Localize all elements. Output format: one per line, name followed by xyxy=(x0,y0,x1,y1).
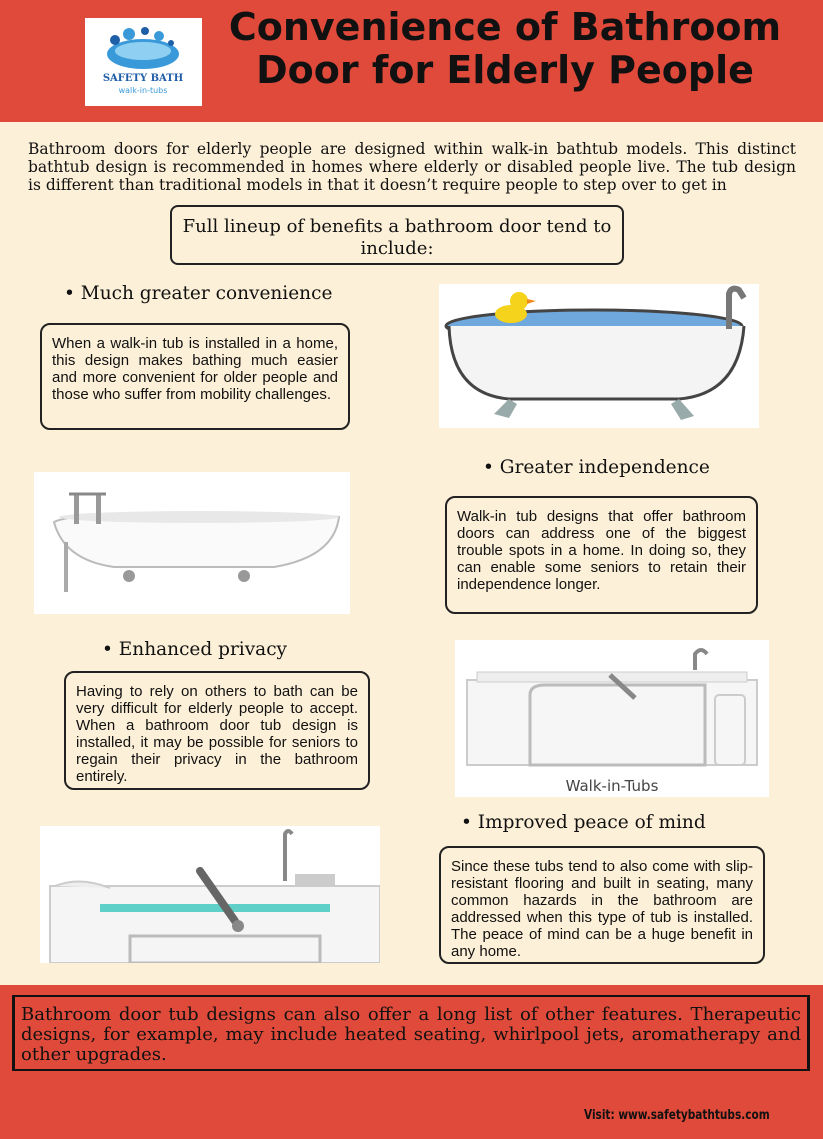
walk-in-tub-water-image xyxy=(40,826,380,963)
logo-graphic-icon xyxy=(85,18,202,106)
benefit-text-independence: Walk-in tub designs that offer bathroom doors can address one of the biggest trouble spots in a home. In doing so, they can enable some seniors to retain their independence longer. xyxy=(445,496,758,614)
walk-in-tub-image xyxy=(455,640,769,797)
title-line-2: Door for Elderly People xyxy=(256,48,754,92)
title-line-1: Convenience of Bathroom xyxy=(228,5,782,49)
visit-website-text: Visit: www.safetybathtubs.com xyxy=(584,1108,770,1123)
page-title xyxy=(215,6,795,92)
benefit-text-privacy: Having to rely on others to bath can be very difficult for elderly people to accept. When a bathroom door tub design is installed, it may be possible for seniors to regain their privacy in the bathroom entirely. xyxy=(64,671,370,790)
intro-paragraph: Bathroom doors for elderly people are designed within walk-in bathtub models. This distinct bathtub design is recommended in homes where elderly or disabled people live. The tub design is different than traditional models in that it doesn’t require people to step over to get in xyxy=(28,140,796,194)
benefits-heading-box: Full lineup of benefits a bathroom door tend to include: xyxy=(170,205,624,265)
benefit-text-convenience: When a walk-in tub is installed in a home, this design makes bathing much easier and more convenient for older people and those who suffer from mobility challenges. xyxy=(40,323,350,430)
benefit-title-peace-of-mind: • Improved peace of mind xyxy=(461,812,706,833)
benefit-title-convenience: • Much greater convenience xyxy=(64,283,333,304)
logo-brand-bottom: walk-in-tubs xyxy=(118,86,168,95)
benefit-text-peace-of-mind: Since these tubs tend to also come with slip-resistant flooring and built in seating, many common hazards in the bathroom are addressed when this type of tub is installed. The peace of mind can be a huge benefit in any home. xyxy=(439,846,765,964)
clawfoot-tub-duck-image xyxy=(439,284,759,428)
logo-brand-top: SAFETY BATH xyxy=(102,73,184,84)
walk-in-tubs-caption: Walk-in-Tubs xyxy=(565,777,659,795)
benefit-title-privacy: • Enhanced privacy xyxy=(102,639,287,660)
safety-bath-logo xyxy=(85,18,202,106)
closing-paragraph: Bathroom door tub designs can also offer a long list of other features. Therapeutic designs, for example, may include heated seating, whirlpool jets, aromatherapy and other upgrades. xyxy=(12,995,810,1071)
benefit-title-independence: • Greater independence xyxy=(483,457,710,478)
slipper-tub-image xyxy=(34,472,350,614)
